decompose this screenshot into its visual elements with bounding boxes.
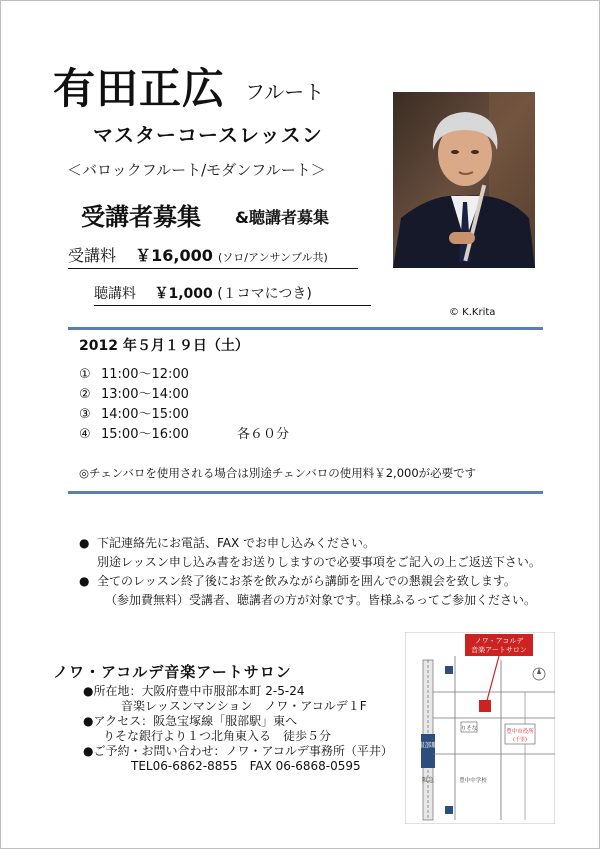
instruction-item (79, 534, 541, 553)
audit-fee-label: 聴講料 (94, 286, 136, 302)
audit-fee-amount: ￥1,000 (154, 286, 213, 302)
map-station-marker (421, 734, 435, 768)
instruction-text: 下記連絡先にお電話、FAX でお申し込みください。 (97, 536, 376, 550)
lesson-fee (68, 243, 358, 269)
bottom-divider (68, 491, 543, 494)
map-line-label: 阪急 (421, 777, 435, 784)
venue-address-line2: 音楽レッスンマンション ノワ・アコルデ１F (121, 699, 367, 713)
venue-info (83, 684, 393, 774)
top-divider (68, 327, 543, 330)
slot-number: ① (79, 367, 91, 382)
venue-map (405, 632, 555, 824)
map-bank: りそな (460, 726, 478, 732)
map-junior-high: 豊中中学校 (459, 778, 487, 784)
venue-address: ●所在地：大阪府豊中市服部本町 2-5-24 (83, 684, 305, 698)
slot-number: ④ (79, 427, 91, 442)
time-slot (79, 385, 289, 405)
parking-icon (445, 806, 453, 814)
genre-label: ＜バロックフルート/モダンフルート＞ (67, 161, 326, 179)
instruction-text: 全てのレッスン終了後にお茶を飲みながら講師を囲んでの懇親会を致します。 (97, 574, 516, 588)
audit-fee (94, 283, 371, 306)
venue-access-line2: りそな銀行より１つ北角東入る 徒歩５分 (103, 729, 332, 743)
instruction-text-cont: （参加費無料）受講者、聴講者の方が対象です。皆様ふるってご参加ください。 (105, 593, 537, 607)
venue-name: ノワ・アコルデ音楽アートサロン (53, 663, 292, 681)
instructor-photo (393, 92, 535, 268)
map-city-office-sub: (千里) (513, 737, 527, 743)
lesson-fee-label: 受講料 (68, 246, 117, 265)
instrument-label: フルート (245, 80, 325, 104)
instruction-item (79, 572, 541, 591)
instruction-text-cont: 別途レッスン申し込み書をお送りしますので必要事項をご記入の上ご返送下さい。 (97, 555, 541, 569)
venue-access: ●アクセス：阪急宝塚線「服部駅」東へ (83, 714, 298, 728)
recruit-heading: 受講者募集 (81, 203, 201, 231)
map-banner-line2: 音楽アートサロン (471, 646, 527, 654)
time-slot (79, 365, 289, 385)
slot-time: 15:00〜16:00 (101, 427, 189, 442)
venue-contact: ●ご予約・お問い合わせ：ノワ・アコルデ事務所（平井） (83, 744, 393, 758)
bullet-icon: ● (79, 536, 90, 550)
audit-fee-note: (１コマにつき) (217, 286, 312, 302)
parking-icon (445, 666, 453, 674)
recruit-audit-heading: &聴講者募集 (235, 208, 329, 227)
time-slot-list (79, 365, 289, 445)
lesson-date: 2012 年５月１９日（土） (79, 338, 249, 354)
course-title: マスターコースレッスン (93, 123, 323, 147)
lesson-fee-note: (ソロ/アンサンブル共) (217, 251, 328, 264)
bullet-icon: ● (79, 574, 90, 588)
lesson-fee-amount: ￥16,000 (135, 246, 213, 265)
instructor-name: 有田正広 (53, 64, 226, 113)
time-slot (79, 405, 289, 425)
photo-credit: © K.Krita (449, 307, 496, 318)
slot-time: 14:00〜15:00 (101, 407, 189, 422)
map-venue-marker (479, 700, 491, 712)
slot-duration: 各６０分 (236, 427, 289, 442)
slot-time: 13:00〜14:00 (101, 387, 189, 402)
instruction-list (79, 534, 541, 610)
time-slot (79, 425, 289, 445)
venue-phone: TEL06-6862-8855 FAX 06-6868-0595 (131, 759, 361, 773)
map-station: 服部駅 (418, 741, 438, 749)
harpsichord-note: ◎チェンバロを使用される場合は別途チェンバロの使用料￥2,000が必要です (79, 466, 477, 480)
slot-number: ③ (79, 407, 91, 422)
slot-number: ② (79, 387, 91, 402)
map-city-office: 豊中市役所 (506, 729, 534, 735)
slot-time: 11:00〜12:00 (101, 367, 189, 382)
map-banner-line1: ノワ・アコルデ (474, 637, 524, 645)
